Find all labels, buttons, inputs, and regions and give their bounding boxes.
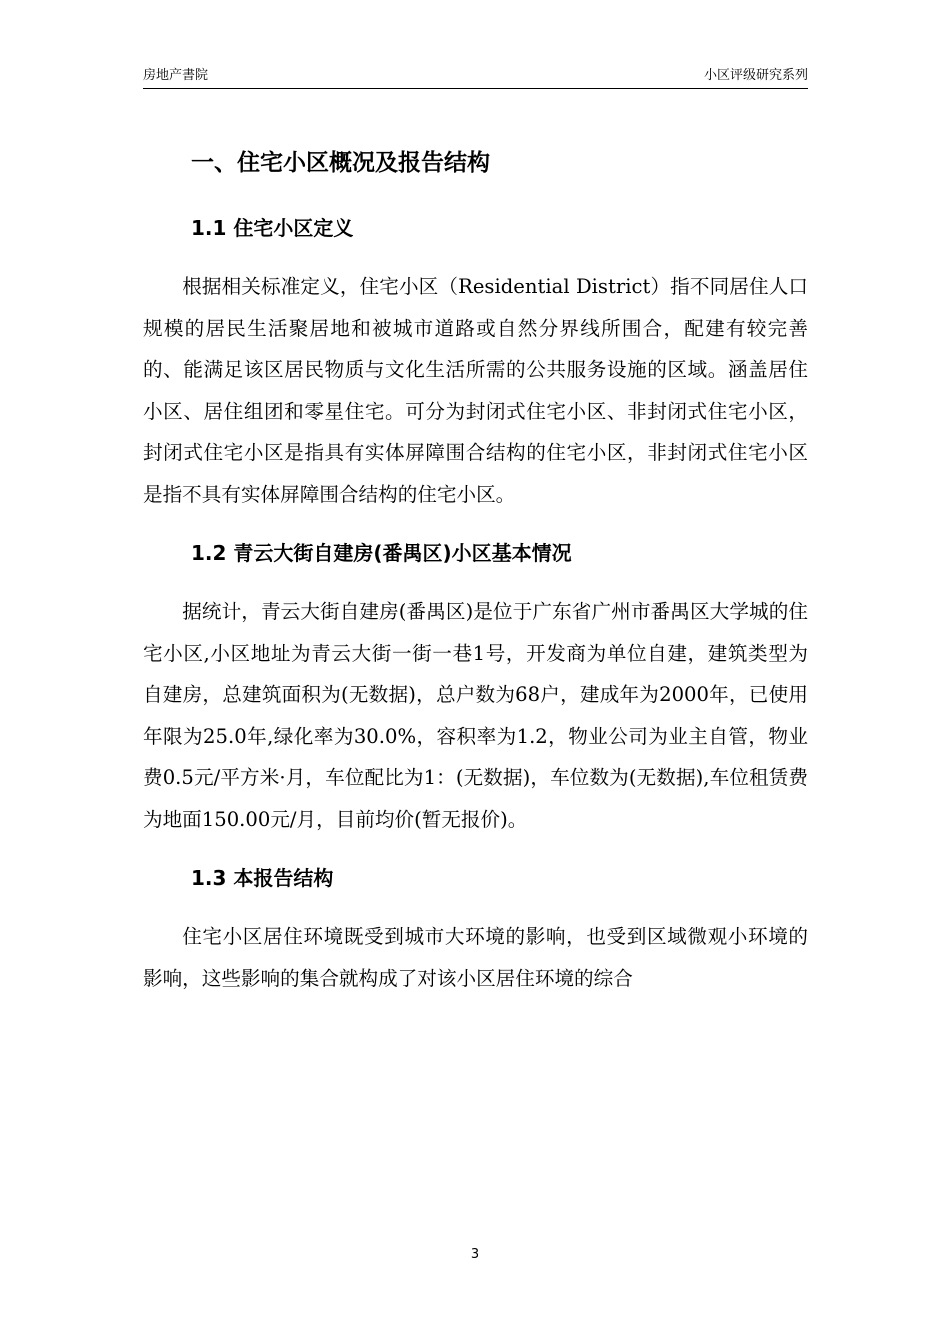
document-body bbox=[143, 140, 808, 999]
section-body-1-2: 据统计，青云大街自建房(番禺区)是位于广东省广州市番禺区大学城的住宅小区,小区地址为青云大街一街一巷1号，开发商为单位自建，建筑类型为自建房，总建筑面积为(无数据)，总户数为68户，建成年为2000年，已使用年限为25.0年,绿化率为30.0%，容积率为1.2，物业公司为业主自管，物业费0.5元/平方米·月，车位配比为1：(无数据)，车位数为(无数据),车位租赁费为地面150.00元/月，目前均价(暂无报价)。 bbox=[143, 600, 808, 831]
section-heading-1-1: 1.1 住宅小区定义 bbox=[191, 216, 354, 240]
section-heading-1-3: 1.3 本报告结构 bbox=[191, 866, 334, 890]
header-series-title: 小区评级研究系列 bbox=[703, 68, 808, 83]
page-header bbox=[143, 66, 808, 89]
section-body-1-1: 根据相关标准定义，住宅小区（Residential District）指不同居住人口规模的居民生活聚居地和被城市道路或自然分界线所围合，配建有较完善的、能满足该区居民物质与文化生活所需的公共服务设施的区域。涵盖居住小区、居住组团和零星住宅。可分为封闭式住宅小区、非封闭式住宅小区，封闭式住宅小区是指具有实体屏障围合结构的住宅小区，非封闭式住宅小区是指不具有实体屏障围合结构的住宅小区。 bbox=[143, 275, 808, 506]
header-publisher: 房地产書院 bbox=[143, 68, 209, 83]
section-body-1-3: 住宅小区居住环境既受到城市大环境的影响，也受到区域微观小环境的影响，这些影响的集合就构成了对该小区居住环境的综合 bbox=[143, 925, 808, 990]
section-heading-1-2: 1.2 青云大街自建房(番禺区)小区基本情况 bbox=[191, 541, 572, 565]
page-number: 3 bbox=[470, 1247, 480, 1262]
chapter-title: 一、住宅小区概况及报告结构 bbox=[191, 150, 490, 176]
